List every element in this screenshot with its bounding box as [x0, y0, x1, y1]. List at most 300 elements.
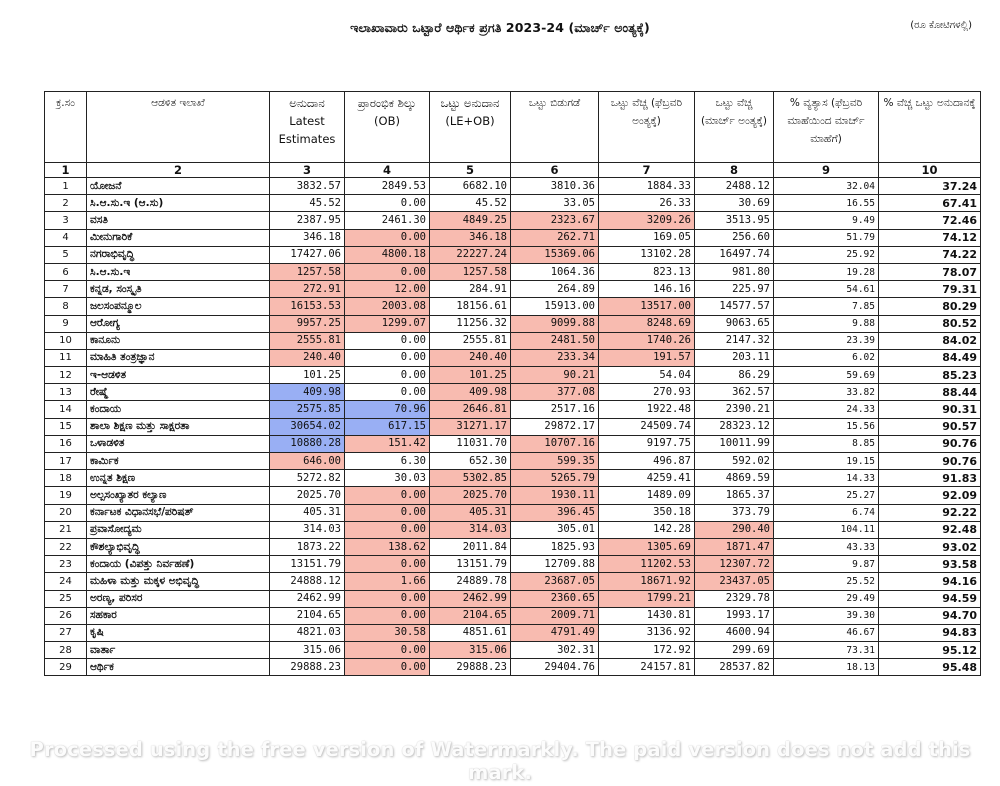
cell-pct-change: 6.74	[774, 504, 879, 521]
cell-expenditure-feb: 1305.69	[599, 538, 695, 555]
cell-latest-estimates: 29888.23	[270, 659, 345, 676]
cell-expenditure-feb: 24157.81	[599, 659, 695, 676]
cell-total-release: 233.34	[511, 349, 599, 366]
cell-pct-change: 25.92	[774, 246, 879, 263]
table-row	[45, 521, 981, 538]
col-number: 1	[45, 163, 87, 178]
cell-latest-estimates: 2104.65	[270, 607, 345, 624]
cell-total-release: 5265.79	[511, 470, 599, 487]
cell-department-name: ನಗರಾಭಿವೃದ್ಧಿ	[87, 246, 270, 263]
cell-total-release: 1064.36	[511, 263, 599, 280]
cell-pct-expenditure: 94.83	[879, 624, 981, 641]
cell-expenditure-mar: 981.80	[695, 263, 774, 280]
cell-department-name: ಆರ್ಥಿಕ	[87, 659, 270, 676]
cell-expenditure-feb: 1430.81	[599, 607, 695, 624]
cell-total-release: 396.45	[511, 504, 599, 521]
col-header-pct-expenditure: % ವೆಚ್ಚ ಒಟ್ಟು ಅನುದಾನಕ್ಕೆ	[879, 92, 981, 163]
cell-sl-no: 7	[45, 281, 87, 298]
table-row	[45, 624, 981, 641]
cell-opening-balance: 0.00	[345, 195, 430, 212]
cell-total-grant: 24889.78	[430, 573, 511, 590]
cell-total-release: 12709.88	[511, 556, 599, 573]
cell-sl-no: 25	[45, 590, 87, 607]
cell-expenditure-mar: 3513.95	[695, 212, 774, 229]
cell-department-name: ಕೌಶಲ್ಯಾಭಿವೃದ್ಧಿ	[87, 538, 270, 555]
cell-latest-estimates: 16153.53	[270, 298, 345, 315]
cell-expenditure-mar: 2488.12	[695, 178, 774, 195]
table-row	[45, 229, 981, 246]
cell-department-name: ಕಂದಾಯ (ವಿಪತ್ತು ನಿರ್ವಹಣೆ)	[87, 556, 270, 573]
table-row	[45, 659, 981, 676]
cell-total-release: 262.71	[511, 229, 599, 246]
cell-pct-expenditure: 91.83	[879, 470, 981, 487]
cell-expenditure-mar: 256.60	[695, 229, 774, 246]
cell-sl-no: 8	[45, 298, 87, 315]
document-title: ಇಲಾಖಾವಾರು ಒಟ್ಟಾರೆ ಆರ್ಥಿಕ ಪ್ರಗತಿ 2023-24 (ಮಾರ್ಚ್ ಅಂತ್ಯಕ್ಕೆ)	[350, 20, 650, 35]
table-row	[45, 384, 981, 401]
cell-latest-estimates: 13151.79	[270, 556, 345, 573]
cell-latest-estimates: 272.91	[270, 281, 345, 298]
cell-pct-change: 24.33	[774, 401, 879, 418]
cell-sl-no: 29	[45, 659, 87, 676]
cell-latest-estimates: 409.98	[270, 384, 345, 401]
cell-total-grant: 405.31	[430, 504, 511, 521]
cell-latest-estimates: 3832.57	[270, 178, 345, 195]
cell-expenditure-feb: 1884.33	[599, 178, 695, 195]
cell-sl-no: 16	[45, 435, 87, 452]
cell-department-name: ಕಾನೂನು	[87, 332, 270, 349]
cell-department-name: ಪ್ರವಾಸೋದ್ಯಮ	[87, 521, 270, 538]
cell-pct-change: 6.02	[774, 349, 879, 366]
table-row	[45, 349, 981, 366]
cell-expenditure-feb: 1922.48	[599, 401, 695, 418]
table-row	[45, 538, 981, 555]
cell-total-grant: 284.91	[430, 281, 511, 298]
cell-total-grant: 346.18	[430, 229, 511, 246]
cell-expenditure-feb: 191.57	[599, 349, 695, 366]
cell-expenditure-feb: 350.18	[599, 504, 695, 521]
cell-total-release: 23687.05	[511, 573, 599, 590]
cell-total-grant: 5302.85	[430, 470, 511, 487]
cell-sl-no: 24	[45, 573, 87, 590]
cell-expenditure-feb: 142.28	[599, 521, 695, 538]
cell-opening-balance: 12.00	[345, 281, 430, 298]
cell-latest-estimates: 2555.81	[270, 332, 345, 349]
cell-opening-balance: 0.00	[345, 556, 430, 573]
cell-sl-no: 10	[45, 332, 87, 349]
cell-latest-estimates: 315.06	[270, 642, 345, 659]
table-row	[45, 315, 981, 332]
progress-table-container	[44, 91, 980, 676]
cell-expenditure-feb: 823.13	[599, 263, 695, 280]
cell-opening-balance: 30.58	[345, 624, 430, 641]
cell-expenditure-mar: 1865.37	[695, 487, 774, 504]
cell-sl-no: 4	[45, 229, 87, 246]
cell-total-release: 1825.93	[511, 538, 599, 555]
cell-pct-change: 19.15	[774, 453, 879, 470]
cell-pct-change: 18.13	[774, 659, 879, 676]
col-header-latest-estimates: ಅನುದಾನ Latest Estimates	[270, 92, 345, 163]
table-row	[45, 178, 981, 195]
cell-expenditure-feb: 4259.41	[599, 470, 695, 487]
col-number: 5	[430, 163, 511, 178]
col-header-pct-change: % ವ್ಯತ್ಯಾಸ (ಫೆಬ್ರವರಿ ಮಾಹೆಯಿಂದ ಮಾರ್ಚ್ ಮಾಹೆಗೆ)	[774, 92, 879, 163]
cell-total-grant: 2025.70	[430, 487, 511, 504]
cell-sl-no: 21	[45, 521, 87, 538]
cell-pct-expenditure: 80.29	[879, 298, 981, 315]
col-number: 4	[345, 163, 430, 178]
cell-total-grant: 101.25	[430, 367, 511, 384]
cell-pct-expenditure: 92.09	[879, 487, 981, 504]
cell-total-release: 264.89	[511, 281, 599, 298]
cell-pct-change: 29.49	[774, 590, 879, 607]
cell-expenditure-mar: 4600.94	[695, 624, 774, 641]
table-row	[45, 607, 981, 624]
cell-total-release: 2360.65	[511, 590, 599, 607]
cell-pct-change: 59.69	[774, 367, 879, 384]
cell-pct-expenditure: 84.49	[879, 349, 981, 366]
cell-total-grant: 11256.32	[430, 315, 511, 332]
table-row	[45, 195, 981, 212]
cell-total-release: 305.01	[511, 521, 599, 538]
cell-pct-expenditure: 93.58	[879, 556, 981, 573]
cell-latest-estimates: 405.31	[270, 504, 345, 521]
col-header-total-release: ಒಟ್ಟು ಬಿಡುಗಡೆ	[511, 92, 599, 163]
cell-department-name: ಯೋಜನೆ	[87, 178, 270, 195]
cell-pct-expenditure: 74.22	[879, 246, 981, 263]
header-row	[45, 92, 981, 163]
cell-pct-expenditure: 90.76	[879, 435, 981, 452]
cell-total-release: 10707.16	[511, 435, 599, 452]
cell-expenditure-feb: 26.33	[599, 195, 695, 212]
cell-expenditure-mar: 14577.57	[695, 298, 774, 315]
table-row	[45, 453, 981, 470]
cell-pct-change: 43.33	[774, 538, 879, 555]
cell-pct-change: 23.39	[774, 332, 879, 349]
cell-sl-no: 26	[45, 607, 87, 624]
table-row	[45, 435, 981, 452]
cell-total-grant: 29888.23	[430, 659, 511, 676]
cell-expenditure-mar: 9063.65	[695, 315, 774, 332]
col-header-sl: ಕ್ರ.ಸಂ	[45, 92, 87, 163]
cell-pct-change: 46.67	[774, 624, 879, 641]
cell-total-grant: 6682.10	[430, 178, 511, 195]
cell-expenditure-feb: 270.93	[599, 384, 695, 401]
table-row	[45, 487, 981, 504]
cell-department-name: ಕನ್ನಡ, ಸಂಸ್ಕೃತಿ	[87, 281, 270, 298]
cell-opening-balance: 0.00	[345, 590, 430, 607]
cell-total-grant: 2104.65	[430, 607, 511, 624]
cell-expenditure-feb: 146.16	[599, 281, 695, 298]
col-header-opening-balance: ಪ್ರಾರಂಭಿಕ ಶಿಲ್ಕು (OB)	[345, 92, 430, 163]
cell-department-name: ಇ-ಆಡಳಿತ	[87, 367, 270, 384]
cell-pct-change: 33.82	[774, 384, 879, 401]
cell-expenditure-feb: 496.87	[599, 453, 695, 470]
cell-pct-change: 25.52	[774, 573, 879, 590]
cell-total-grant: 315.06	[430, 642, 511, 659]
cell-expenditure-feb: 11202.53	[599, 556, 695, 573]
cell-opening-balance: 151.42	[345, 435, 430, 452]
cell-pct-change: 51.79	[774, 229, 879, 246]
cell-pct-expenditure: 74.12	[879, 229, 981, 246]
cell-expenditure-mar: 16497.74	[695, 246, 774, 263]
cell-expenditure-mar: 28537.82	[695, 659, 774, 676]
cell-expenditure-feb: 1489.09	[599, 487, 695, 504]
cell-sl-no: 5	[45, 246, 87, 263]
cell-total-grant: 31271.17	[430, 418, 511, 435]
cell-expenditure-feb: 8248.69	[599, 315, 695, 332]
cell-latest-estimates: 17427.06	[270, 246, 345, 263]
cell-sl-no: 9	[45, 315, 87, 332]
cell-expenditure-feb: 9197.75	[599, 435, 695, 452]
cell-latest-estimates: 346.18	[270, 229, 345, 246]
cell-latest-estimates: 2462.99	[270, 590, 345, 607]
cell-latest-estimates: 2025.70	[270, 487, 345, 504]
cell-sl-no: 13	[45, 384, 87, 401]
cell-pct-expenditure: 95.12	[879, 642, 981, 659]
cell-expenditure-mar: 592.02	[695, 453, 774, 470]
cell-total-grant: 22227.24	[430, 246, 511, 263]
cell-opening-balance: 0.00	[345, 332, 430, 349]
cell-expenditure-feb: 3209.26	[599, 212, 695, 229]
cell-total-release: 33.05	[511, 195, 599, 212]
cell-sl-no: 3	[45, 212, 87, 229]
col-number: 6	[511, 163, 599, 178]
cell-pct-expenditure: 94.70	[879, 607, 981, 624]
cell-total-release: 4791.49	[511, 624, 599, 641]
col-number: 9	[774, 163, 879, 178]
table-row	[45, 332, 981, 349]
cell-sl-no: 19	[45, 487, 87, 504]
cell-latest-estimates: 2575.85	[270, 401, 345, 418]
cell-sl-no: 14	[45, 401, 87, 418]
cell-opening-balance: 138.62	[345, 538, 430, 555]
table-row	[45, 263, 981, 280]
cell-expenditure-mar: 1993.17	[695, 607, 774, 624]
cell-department-name: ಮೀನುಗಾರಿಕೆ	[87, 229, 270, 246]
cell-expenditure-feb: 18671.92	[599, 573, 695, 590]
cell-pct-change: 15.56	[774, 418, 879, 435]
cell-pct-change: 54.61	[774, 281, 879, 298]
cell-latest-estimates: 101.25	[270, 367, 345, 384]
cell-expenditure-mar: 4869.59	[695, 470, 774, 487]
cell-opening-balance: 2849.53	[345, 178, 430, 195]
cell-total-grant: 13151.79	[430, 556, 511, 573]
cell-latest-estimates: 240.40	[270, 349, 345, 366]
cell-expenditure-feb: 3136.92	[599, 624, 695, 641]
cell-sl-no: 22	[45, 538, 87, 555]
cell-opening-balance: 0.00	[345, 487, 430, 504]
cell-expenditure-feb: 1799.21	[599, 590, 695, 607]
cell-department-name: ಜಲಸಂಪನ್ಮೂಲ	[87, 298, 270, 315]
table-row	[45, 418, 981, 435]
cell-department-name: ಸಿ.ಆ.ಸು.ಇ	[87, 263, 270, 280]
cell-latest-estimates: 10880.28	[270, 435, 345, 452]
cell-pct-change: 104.11	[774, 521, 879, 538]
cell-department-name: ವಸತಿ	[87, 212, 270, 229]
cell-latest-estimates: 1257.58	[270, 263, 345, 280]
cell-pct-expenditure: 90.57	[879, 418, 981, 435]
cell-total-grant: 45.52	[430, 195, 511, 212]
cell-latest-estimates: 30654.02	[270, 418, 345, 435]
col-header-department: ಆಡಳಿತ ಇಲಾಖೆ	[87, 92, 270, 163]
table-row	[45, 590, 981, 607]
cell-expenditure-mar: 12307.72	[695, 556, 774, 573]
cell-department-name: ಕೃಷಿ	[87, 624, 270, 641]
cell-pct-change: 9.49	[774, 212, 879, 229]
cell-department-name: ಕರ್ನಾಟಕ ವಿಧಾನಸಭೆ/ಪರಿಷತ್	[87, 504, 270, 521]
table-row	[45, 504, 981, 521]
cell-opening-balance: 30.03	[345, 470, 430, 487]
cell-pct-change: 25.27	[774, 487, 879, 504]
cell-total-release: 2009.71	[511, 607, 599, 624]
cell-latest-estimates: 2387.95	[270, 212, 345, 229]
cell-opening-balance: 0.00	[345, 607, 430, 624]
cell-opening-balance: 617.15	[345, 418, 430, 435]
cell-total-grant: 11031.70	[430, 435, 511, 452]
cell-expenditure-feb: 13102.28	[599, 246, 695, 263]
cell-pct-change: 9.87	[774, 556, 879, 573]
column-number-row	[45, 163, 981, 178]
cell-pct-change: 73.31	[774, 642, 879, 659]
cell-opening-balance: 0.00	[345, 659, 430, 676]
table-row	[45, 367, 981, 384]
cell-pct-expenditure: 72.46	[879, 212, 981, 229]
cell-pct-expenditure: 67.41	[879, 195, 981, 212]
cell-pct-expenditure: 90.31	[879, 401, 981, 418]
cell-total-release: 15369.06	[511, 246, 599, 263]
cell-total-grant: 240.40	[430, 349, 511, 366]
cell-opening-balance: 0.00	[345, 504, 430, 521]
cell-expenditure-mar: 30.69	[695, 195, 774, 212]
cell-pct-change: 39.30	[774, 607, 879, 624]
cell-opening-balance: 2461.30	[345, 212, 430, 229]
cell-total-release: 377.08	[511, 384, 599, 401]
cell-expenditure-mar: 2390.21	[695, 401, 774, 418]
table-row	[45, 281, 981, 298]
cell-expenditure-mar: 290.40	[695, 521, 774, 538]
cell-total-release: 599.35	[511, 453, 599, 470]
table-row	[45, 642, 981, 659]
table-row	[45, 212, 981, 229]
cell-total-release: 2481.50	[511, 332, 599, 349]
cell-sl-no: 28	[45, 642, 87, 659]
cell-pct-change: 9.88	[774, 315, 879, 332]
cell-opening-balance: 1299.07	[345, 315, 430, 332]
cell-opening-balance: 4800.18	[345, 246, 430, 263]
cell-total-release: 2517.16	[511, 401, 599, 418]
cell-latest-estimates: 9957.25	[270, 315, 345, 332]
cell-pct-expenditure: 80.52	[879, 315, 981, 332]
cell-expenditure-mar: 86.29	[695, 367, 774, 384]
cell-expenditure-mar: 225.97	[695, 281, 774, 298]
cell-total-grant: 2462.99	[430, 590, 511, 607]
cell-opening-balance: 0.00	[345, 384, 430, 401]
cell-total-release: 2323.67	[511, 212, 599, 229]
cell-pct-expenditure: 94.16	[879, 573, 981, 590]
cell-opening-balance: 0.00	[345, 229, 430, 246]
cell-department-name: ಉನ್ನತ ಶಿಕ್ಷಣ	[87, 470, 270, 487]
unit-note: (ರೂ ಕೋಟಿಗಳಲ್ಲಿ)	[910, 20, 972, 31]
table-row	[45, 573, 981, 590]
cell-latest-estimates: 1873.22	[270, 538, 345, 555]
cell-sl-no: 6	[45, 263, 87, 280]
cell-opening-balance: 0.00	[345, 642, 430, 659]
cell-department-name: ವಾರ್ತಾ	[87, 642, 270, 659]
cell-total-release: 9099.88	[511, 315, 599, 332]
cell-expenditure-mar: 299.69	[695, 642, 774, 659]
table-row	[45, 246, 981, 263]
cell-total-release: 3810.36	[511, 178, 599, 195]
cell-department-name: ಸಹಕಾರ	[87, 607, 270, 624]
cell-pct-change: 8.85	[774, 435, 879, 452]
cell-expenditure-mar: 203.11	[695, 349, 774, 366]
table-row	[45, 401, 981, 418]
cell-expenditure-feb: 13517.00	[599, 298, 695, 315]
cell-sl-no: 17	[45, 453, 87, 470]
cell-total-release: 29872.17	[511, 418, 599, 435]
cell-pct-change: 7.85	[774, 298, 879, 315]
watermark-text: Processed using the free version of Watermarkly. The paid version does not add this mark.	[29, 738, 971, 784]
col-header-total-grant: ಒಟ್ಟು ಅನುದಾನ (LE+OB)	[430, 92, 511, 163]
cell-expenditure-mar: 1871.47	[695, 538, 774, 555]
col-number: 3	[270, 163, 345, 178]
cell-opening-balance: 0.00	[345, 349, 430, 366]
cell-opening-balance: 0.00	[345, 263, 430, 280]
cell-total-grant: 4849.25	[430, 212, 511, 229]
cell-total-grant: 409.98	[430, 384, 511, 401]
cell-department-name: ಶಾಲಾ ಶಿಕ್ಷಣ ಮತ್ತು ಸಾಕ್ಷರತಾ	[87, 418, 270, 435]
cell-sl-no: 18	[45, 470, 87, 487]
cell-sl-no: 27	[45, 624, 87, 641]
cell-latest-estimates: 45.52	[270, 195, 345, 212]
cell-opening-balance: 6.30	[345, 453, 430, 470]
cell-pct-expenditure: 95.48	[879, 659, 981, 676]
cell-department-name: ಅರಣ್ಯ, ಪರಿಸರ	[87, 590, 270, 607]
table-body	[45, 178, 981, 676]
cell-total-grant: 2555.81	[430, 332, 511, 349]
cell-expenditure-feb: 169.05	[599, 229, 695, 246]
cell-expenditure-feb: 24509.74	[599, 418, 695, 435]
cell-opening-balance: 70.96	[345, 401, 430, 418]
cell-pct-expenditure: 78.07	[879, 263, 981, 280]
cell-pct-expenditure: 85.23	[879, 367, 981, 384]
cell-opening-balance: 0.00	[345, 521, 430, 538]
col-number: 2	[87, 163, 270, 178]
cell-total-release: 15913.00	[511, 298, 599, 315]
cell-pct-change: 16.55	[774, 195, 879, 212]
cell-total-grant: 314.03	[430, 521, 511, 538]
col-header-expenditure-feb: ಒಟ್ಟು ವೆಚ್ಚ (ಫೆಬ್ರವರಿ ಅಂತ್ಯಕ್ಕೆ)	[599, 92, 695, 163]
cell-department-name: ರೇಷ್ಮೆ	[87, 384, 270, 401]
cell-sl-no: 15	[45, 418, 87, 435]
cell-latest-estimates: 24888.12	[270, 573, 345, 590]
cell-total-release: 1930.11	[511, 487, 599, 504]
cell-department-name: ಮಹಿಳಾ ಮತ್ತು ಮಕ್ಕಳ ಅಭಿವೃದ್ಧಿ	[87, 573, 270, 590]
cell-department-name: ಕಾರ್ಮಿಕ	[87, 453, 270, 470]
cell-total-grant: 4851.61	[430, 624, 511, 641]
cell-total-grant: 1257.58	[430, 263, 511, 280]
cell-expenditure-mar: 2329.78	[695, 590, 774, 607]
cell-expenditure-mar: 373.79	[695, 504, 774, 521]
cell-sl-no: 11	[45, 349, 87, 366]
cell-sl-no: 12	[45, 367, 87, 384]
cell-department-name: ಅಲ್ಪಸಂಖ್ಯಾತರ ಕಲ್ಯಾಣ	[87, 487, 270, 504]
col-number: 10	[879, 163, 981, 178]
cell-sl-no: 1	[45, 178, 87, 195]
cell-sl-no: 23	[45, 556, 87, 573]
cell-expenditure-mar: 2147.32	[695, 332, 774, 349]
